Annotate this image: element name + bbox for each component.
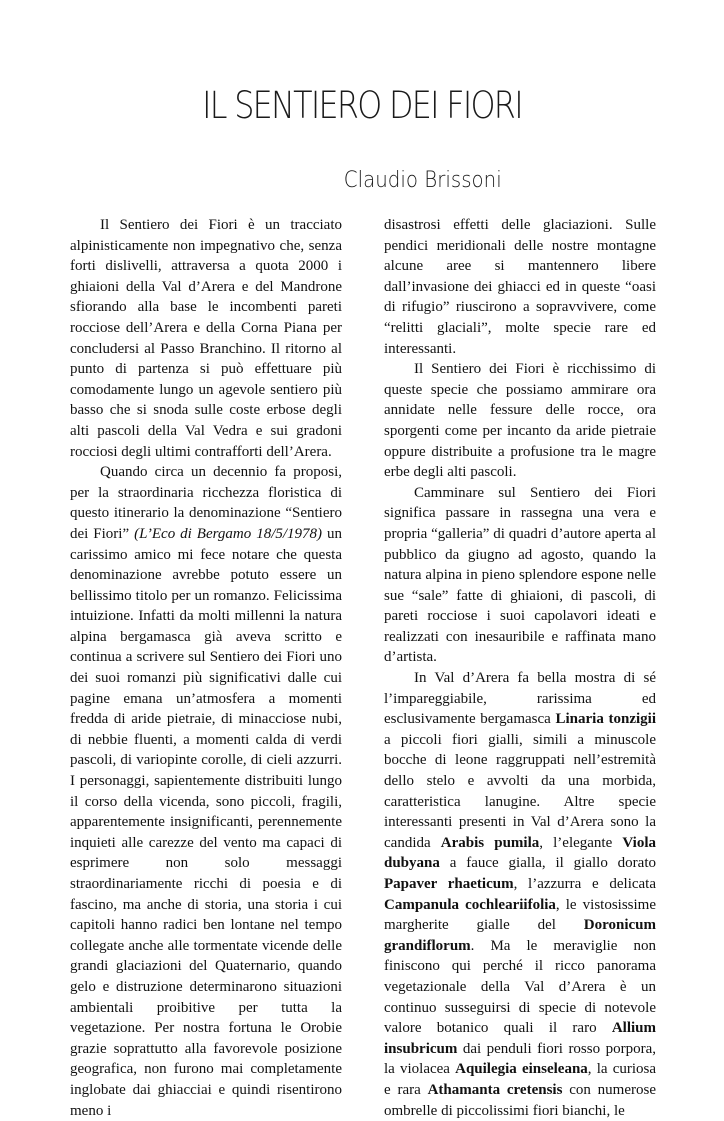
species-name: Papaver rhaeticum (384, 876, 514, 892)
citation: (L’Eco di Bergamo 18/5/1978) (134, 525, 323, 542)
paragraph-val-arera: In Val d’Arera fa bella mostra di sé l’impareggiabile, rarissima ed esclusivamente bergamasca Linaria tonzigii a piccoli fiori gialli, simili a minuscole bocche di leone raggruppati nell’estremità dello stelo e avvolti da una morbida, caratteristica lanugine. Altre specie interessanti presenti in Val d’Arera sono la candida Arabis pumila, l’elegante Viola dubyana a fauce gialla, il giallo dorato Papaver rhaeticum, l’azzurra e delicata Campanula cochleariifolia, le vistosissime margherite gialle del Doronicum grandiflorum. Ma le meraviglie non finiscono qui perché il ricco panorama vegetazionale della Val d’Arera è un continuo susseguirsi di specie di notevole valore botanico quali il raro Allium insubricum dai penduli fiori rosso porpora, la violacea Aquilegia einseleana, la curiosa e rara Athamanta cretensis con numerose ombrelle di piccolissimi fiori bianchi, le (384, 670, 657, 1119)
page-title: IL SENTIERO DEI FIORI (202, 84, 522, 127)
paragraph-species: Il Sentiero dei Fiori è ricchissimo di queste specie che possiamo ammirare ora annidate nelle fessure delle rocce, ora sporgenti come per incanto da aride pietraie oppure distribuite a profusione tra le magre erbe degli alti pascoli. (384, 361, 656, 481)
species-name: Viola dubyana (384, 834, 656, 872)
species-name: Arabis pumila (440, 834, 540, 851)
species-name: Allium insubricum (384, 1020, 656, 1057)
species-name: Linaria tonzigii (555, 711, 656, 728)
paragraph-glaciations: disastrosi effetti delle glaciazioni. Sulle pendici meridionali delle nostre montagne alcune aree si mantennero libere dall’invasione dei ghiacci ed in queste “oasi di rifugio” riuscirono a sopravvivere, come “relitti glaciali”, molte specie rare ed interessanti. (384, 217, 656, 357)
paragraph-intro: Il Sentiero dei Fiori è un tracciato alpinisticamente non impegnativo che, senza forti dislivelli, attraversa a quota 2000 i ghiaioni della Val d’Arera e del Mandrone sfiorando alla base le incombenti pareti rocciose dell’Arera e della Corna Piana per concludersi al Passo Branchino. Il ritorno al punto di partenza si può effettuare più comodamente lungo un agevole sentiero più basso che si snoda sulle coste erbose degli alti pascoli della Val Vedra e sui gradoni rocciosi degli ultimi contrafforti dell’Arera. (70, 217, 342, 460)
left-column (70, 215, 342, 1121)
species-name: Aquilegia einseleana (455, 1061, 588, 1078)
right-column (384, 215, 656, 1121)
species-name: Athamanta cretensis (427, 1081, 563, 1098)
author-name: Claudio Brissoni (343, 168, 502, 193)
species-name: Campanula cochleariifolia (384, 896, 556, 913)
species-name: Doronicum grandiflorum (384, 917, 656, 954)
paragraph-decade: Quando circa un decennio fa proposi, per la straordinaria ricchezza floristica di questo itinerario la denominazione “Sentiero dei Fiori” (L’Eco di Bergamo 18/5/1978) un carissimo amico mi fece notare che questa denominazione avrebbe potuto essere un bellissimo titolo per un romanzo. Felicissima intuizione. Infatti da molti millenni la natura alpina bergamasca già aveva scritto e continua a scrivere sul Sentiero dei Fiori uno dei suoi romanzi più significativi dalle cui pagine emana un’atmosfera a momenti fredda di aride pietraie, di minacciose nubi, di nebbie fluenti, a momenti calda di verdi pascoli, di variopinte corolle, di cieli azzurri. I personaggi, sapientemente distribuiti lungo il corso della vicenda, sono piccoli, fragili, apparentemente insignificanti, perennemente inquieti alle carezze del vento ma capaci di esprimere non solo messaggi straordinariamente ricchi di poesia e di fascino, ma anche di storia, una storia i cui capitoli hanno radici ben lontane nel tempo collegate anche alle tormentate vicende delle grandi glaciazioni del Quaternario, quando gelo e distruzione determinarono situazioni ambientali proibitive per tutta la vegetazione. Per nostra fortuna le Orobie grazie soprattutto alla favorevole posizione geografica, non furono mai completamente inglobate dai ghiacciai e quindi risentirono meno i (70, 464, 342, 1119)
paragraph-gallery: Camminare sul Sentiero dei Fiori significa passare in rassegna una vera e propria “galleria” di quadri d’autore aperta al pubblico da giugno ad agosto, quando la natura alpina in pieno splendore espone nelle sue “sale” fatte di ghiaioni, di pascoli, di pareti rocciose i suoi capolavori ideati e realizzati con inesauribile e raffinata mano d’artista. (384, 484, 656, 666)
